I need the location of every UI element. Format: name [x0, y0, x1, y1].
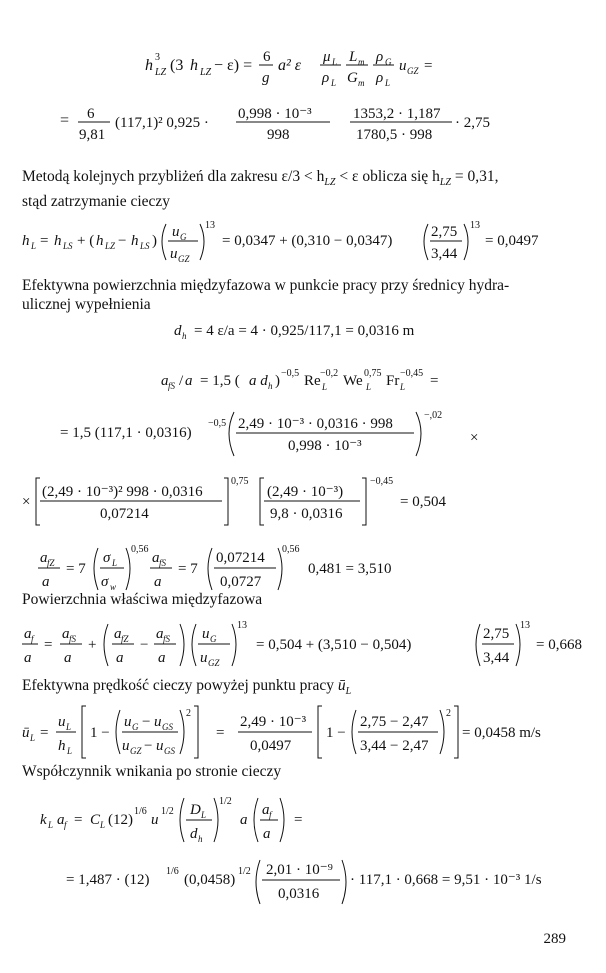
svg-text:L: L	[332, 57, 338, 67]
svg-text:Re: Re	[304, 373, 321, 389]
svg-text:fS: fS	[159, 558, 167, 568]
svg-text:u: u	[124, 714, 132, 730]
svg-text:LS: LS	[63, 241, 73, 251]
svg-text:h: h	[190, 57, 198, 74]
equation-11	[0, 788, 606, 848]
eq3-exp: 13	[470, 220, 480, 231]
svg-text:a: a	[42, 574, 50, 590]
svg-text:+: +	[88, 637, 97, 653]
svg-text:−: −	[142, 714, 151, 730]
svg-text:=: =	[424, 58, 433, 74]
svg-text:fS: fS	[163, 634, 171, 644]
equation-6	[0, 404, 606, 462]
svg-text:a: a	[262, 802, 270, 818]
svg-text:LS: LS	[140, 241, 150, 251]
svg-text:GZ: GZ	[178, 254, 190, 264]
svg-text:h: h	[145, 57, 153, 74]
eq7-result: = 0,504	[400, 494, 446, 510]
eq3-den: 3,44	[431, 246, 458, 262]
svg-text:h: h	[131, 233, 139, 249]
svg-text:= 1,5 (: = 1,5 (	[200, 373, 240, 389]
svg-text:1/2: 1/2	[219, 796, 232, 807]
eq5-exp-re: −0,2	[320, 368, 339, 379]
svg-text:(3: (3	[170, 57, 184, 74]
svg-text:): )	[275, 373, 280, 389]
paragraph-5: Współczynnik wnikania po stronie cieczy	[22, 763, 282, 780]
svg-text:f: f	[64, 820, 67, 830]
svg-text:2: 2	[186, 708, 191, 719]
svg-text:GZ: GZ	[208, 658, 220, 668]
eq9-den: 3,44	[483, 650, 510, 666]
svg-text:u: u	[58, 714, 66, 730]
svg-text:/: /	[179, 373, 184, 389]
svg-text:L: L	[366, 382, 372, 392]
eq7-num1: (2,49 · 10⁻³)² 998 · 0,0316	[42, 484, 203, 500]
eq2-frac2-den: 998	[267, 127, 290, 143]
svg-text:a: a	[156, 626, 164, 642]
svg-text:L: L	[100, 820, 106, 830]
svg-text:w: w	[110, 582, 117, 592]
eq10-inner-den: 3,44 − 2,47	[360, 738, 429, 754]
svg-text:−: −	[118, 233, 127, 249]
svg-text:G: G	[347, 70, 358, 86]
svg-text:fS: fS	[69, 634, 77, 644]
svg-text:d: d	[174, 323, 182, 339]
svg-text:d: d	[190, 826, 198, 842]
svg-text:L: L	[201, 810, 207, 820]
eq7-exp2: −0,45	[370, 476, 394, 487]
eq9-exp: 13	[520, 620, 530, 631]
eq2-frac3-num: 1353,2 · 1,187	[353, 106, 441, 122]
svg-text:C: C	[90, 812, 101, 828]
eq6-den: 0,998 · 10⁻³	[288, 438, 362, 454]
eq7-den2: 9,8 · 0,0316	[270, 506, 343, 522]
equation-8	[0, 538, 606, 596]
equation-7	[0, 470, 606, 532]
svg-text:): )	[152, 233, 157, 249]
svg-text:ρ: ρ	[376, 70, 384, 86]
eq10-inner-num: 2,75 − 2,47	[360, 714, 429, 730]
svg-text:L: L	[349, 49, 358, 65]
eq8-num2: 0,07214	[216, 550, 265, 566]
svg-text:σ: σ	[103, 550, 111, 566]
svg-text:a: a	[40, 550, 48, 566]
eq1-num: 6	[263, 49, 271, 65]
eq11-den: 0,0316	[278, 886, 320, 902]
eq11-lead: = 1,487 · (12)	[66, 872, 150, 888]
svg-text:u: u	[200, 650, 208, 666]
svg-text:L: L	[112, 558, 118, 568]
svg-text:D: D	[190, 802, 201, 818]
eq8-exp2: 0,56	[282, 544, 300, 555]
eq6-lead: = 1,5 (117,1 · 0,0316)	[60, 425, 192, 441]
svg-text:h: h	[22, 233, 30, 249]
eq5-exp-fr: −0,45	[400, 368, 424, 379]
svg-text:u: u	[156, 738, 164, 754]
equation-5	[0, 361, 606, 397]
eq2-frac3-den: 1780,5 · 998	[356, 127, 433, 143]
svg-text:GS: GS	[162, 722, 173, 732]
eq9-num: 2,75	[483, 626, 510, 642]
svg-text:a: a	[64, 650, 72, 666]
svg-text:=: =	[216, 725, 225, 741]
eq2-tail: · 2,75	[455, 115, 490, 131]
svg-text:L: L	[31, 241, 37, 251]
svg-text:Fr: Fr	[386, 373, 400, 389]
svg-text:−: −	[144, 738, 153, 754]
eq2-mid: (117,1)² 0,925 ·	[115, 115, 209, 131]
paragraph-4: Efektywna prędkość cieczy powyżej punktu pracy $ū_L$	[22, 677, 352, 698]
svg-text:a: a	[185, 373, 193, 389]
svg-text:h: h	[198, 834, 203, 844]
eq2-frac2-num: 0,998 · 10⁻³	[238, 106, 312, 122]
eq1-a2e: a² ε	[278, 57, 302, 74]
svg-text:−0,5: −0,5	[281, 368, 300, 379]
svg-text:G: G	[180, 232, 187, 242]
svg-text:m: m	[358, 57, 365, 67]
svg-text:a: a	[152, 550, 160, 566]
svg-text:L: L	[30, 733, 36, 743]
svg-text:We: We	[343, 373, 363, 389]
svg-text:L: L	[400, 382, 406, 392]
svg-text:h: h	[54, 233, 62, 249]
equation-1	[0, 38, 606, 98]
svg-text:L: L	[331, 78, 337, 88]
svg-text:=: =	[74, 812, 83, 828]
svg-text:a d: a d	[249, 373, 268, 389]
svg-text:a: a	[240, 812, 248, 828]
svg-text:3: 3	[155, 52, 160, 63]
svg-text:×: ×	[470, 430, 479, 446]
svg-text:a: a	[154, 574, 162, 590]
eq6-num: 2,49 · 10⁻³ · 0,0316 · 998	[238, 416, 393, 432]
svg-text:μ: μ	[323, 49, 331, 65]
svg-text:fZ: fZ	[121, 634, 129, 644]
svg-text:h: h	[268, 381, 273, 391]
paragraph-2: Efektywna powierzchnia międzyfazowa w punkcie pracy przy średnicy hydra- ulicznej wypełnienia	[22, 277, 510, 313]
eq2-num1: 6	[87, 106, 95, 122]
eq6-lead-exp: −0,5	[208, 418, 227, 429]
eq1-den: g	[262, 70, 270, 86]
eq8-tail: 0,481 = 3,510	[308, 561, 392, 577]
svg-text:u: u	[122, 738, 130, 754]
equation-10	[0, 700, 606, 762]
svg-text:h: h	[58, 738, 66, 754]
svg-text:ρ: ρ	[376, 49, 384, 65]
svg-text:=: =	[40, 233, 49, 249]
svg-text:ū: ū	[22, 725, 30, 741]
svg-text:a: a	[116, 650, 124, 666]
eq11-exp16: 1/6	[166, 866, 179, 877]
svg-text:×: ×	[22, 494, 31, 510]
svg-text:LZ: LZ	[155, 67, 167, 78]
svg-text:u: u	[399, 58, 407, 74]
eq11-num: 2,01 · 10⁻⁹	[266, 862, 333, 878]
svg-text:= 7: = 7	[66, 561, 86, 577]
eq4-text: = 4 ε/a = 4 · 0,925/117,1 = 0,0316 m	[194, 323, 415, 339]
svg-text:(12): (12)	[108, 812, 133, 828]
svg-text:LZ: LZ	[200, 67, 212, 78]
equation-4	[0, 314, 606, 346]
eq9-val: = 0,504 + (3,510 − 0,504)	[256, 637, 412, 653]
eq9-result: = 0,668	[536, 637, 582, 653]
svg-text:f: f	[31, 634, 34, 644]
svg-text:u: u	[170, 246, 178, 262]
eq3-num: 2,75	[431, 224, 458, 240]
svg-text:fZ: fZ	[47, 558, 55, 568]
svg-text:u: u	[172, 224, 180, 240]
eq11-tail: · 117,1 · 0,668 = 9,51 · 10⁻³ 1/s	[350, 872, 542, 888]
svg-text:u: u	[202, 626, 210, 642]
svg-text:= 7: = 7	[178, 561, 198, 577]
eq7-num2: (2,49 · 10⁻³)	[267, 484, 344, 500]
eq10-result: = 0,0458 m/s	[462, 725, 541, 741]
svg-text:L: L	[48, 820, 54, 830]
svg-text:a: a	[24, 650, 32, 666]
svg-text:u: u	[154, 714, 162, 730]
eq7-den1: 0,07214	[100, 506, 149, 522]
svg-text:13: 13	[237, 620, 247, 631]
eq2-den1: 9,81	[79, 127, 106, 143]
svg-text:a: a	[158, 650, 166, 666]
svg-text:m: m	[358, 78, 365, 88]
svg-text:=: =	[294, 812, 303, 828]
svg-text:2: 2	[446, 708, 451, 719]
eq8-exp1: 0,56	[131, 544, 149, 555]
svg-text:=: =	[430, 373, 439, 389]
svg-text:k: k	[40, 812, 47, 828]
equation-3	[0, 212, 606, 272]
svg-text:13: 13	[205, 220, 215, 231]
svg-text:1 −: 1 −	[90, 725, 110, 741]
svg-text:L: L	[67, 746, 73, 756]
svg-text:− ε) =: − ε) =	[214, 57, 253, 74]
svg-text:G: G	[132, 722, 139, 732]
svg-text:a: a	[62, 626, 70, 642]
svg-text:L: L	[385, 78, 391, 88]
equation-9	[0, 614, 606, 674]
svg-text:h: h	[96, 233, 104, 249]
svg-text:f: f	[269, 810, 272, 820]
svg-text:σ: σ	[101, 574, 109, 590]
svg-text:−: −	[140, 637, 149, 653]
svg-text:ρ: ρ	[322, 70, 330, 86]
equation-12	[0, 852, 606, 910]
svg-text:1 −: 1 −	[326, 725, 346, 741]
equation-2	[0, 100, 606, 150]
svg-text:h: h	[182, 331, 187, 341]
svg-text:a: a	[263, 826, 271, 842]
svg-text:+ (: + (	[77, 233, 95, 249]
paragraph-3: Powierzchnia właściwa międzyfazowa	[22, 591, 263, 608]
eq10-num: 2,49 · 10⁻³	[240, 714, 307, 730]
svg-text:u: u	[151, 812, 159, 828]
svg-text:a: a	[57, 812, 65, 828]
svg-text:=: =	[60, 112, 70, 129]
svg-text:=: =	[40, 725, 49, 741]
eq8-den2: 0,0727	[220, 574, 262, 590]
svg-text:a: a	[161, 373, 169, 389]
eq10-den: 0,0497	[250, 738, 292, 754]
svg-text:GS: GS	[164, 746, 175, 756]
svg-text:LZ: LZ	[105, 241, 116, 251]
svg-text:G: G	[210, 634, 217, 644]
svg-text:fS: fS	[168, 381, 176, 391]
eq6-exp: −,02	[424, 410, 443, 421]
svg-text:L: L	[66, 722, 72, 732]
svg-text:G: G	[385, 57, 392, 67]
page-number: 289	[543, 931, 566, 947]
eq3-val: = 0,0347 + (0,310 − 0,0347)	[222, 233, 393, 249]
paragraph-1: Metodą kolejnych przybliżeń dla zakresu $\varepsilon/3 < h_{LZ} < \varepsilon$ oblicza się $h_{LZ} = 0,31$, stąd zatrzymanie cieczy	[22, 168, 499, 211]
svg-text:1/6: 1/6	[134, 806, 147, 817]
eq11-exp12: 1/2	[238, 866, 251, 877]
eq11-mid: (0,0458)	[184, 872, 236, 888]
svg-text:1/2: 1/2	[161, 806, 174, 817]
svg-text:GZ: GZ	[130, 746, 142, 756]
svg-text:a: a	[114, 626, 122, 642]
svg-text:GZ: GZ	[407, 66, 419, 76]
svg-text:L: L	[322, 382, 328, 392]
svg-text:a: a	[24, 626, 32, 642]
eq3-result: = 0,0497	[485, 233, 539, 249]
eq7-exp1: 0,75	[231, 476, 249, 487]
svg-text:=: =	[44, 637, 53, 653]
eq5-exp-we: 0,75	[364, 368, 382, 379]
